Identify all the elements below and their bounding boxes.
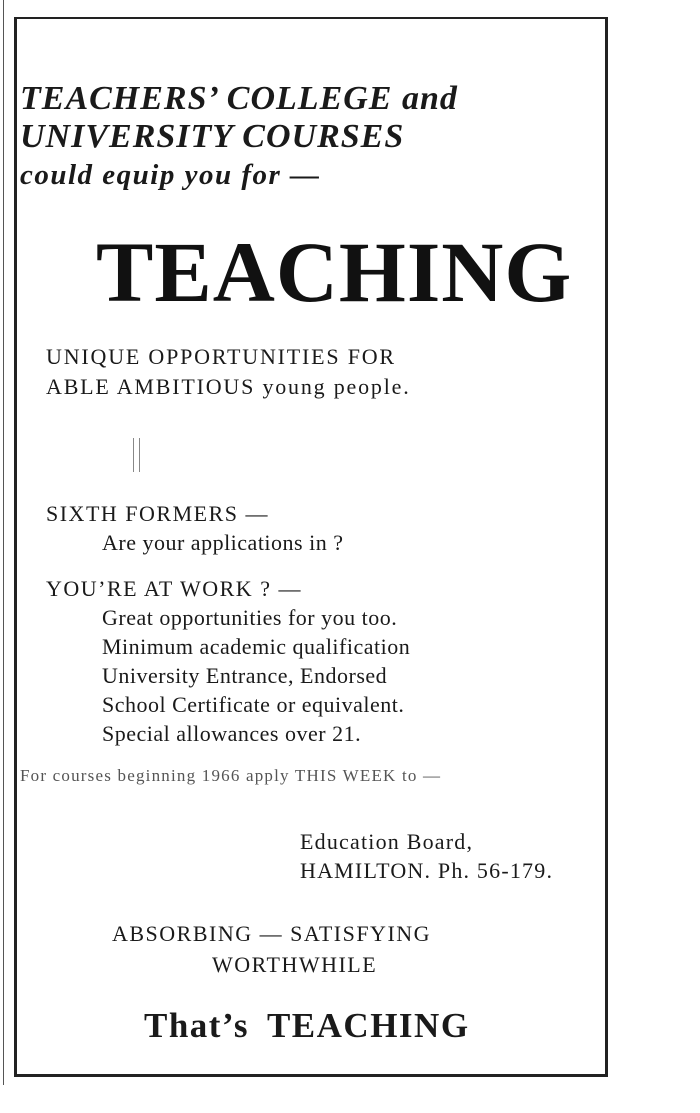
heading-line-1: TEACHERS’ COLLEGE and <box>20 80 458 117</box>
at-work-section <box>46 574 410 748</box>
sixth-formers-section <box>46 499 344 557</box>
slogan-line-2: WORTHWHILE <box>212 952 378 977</box>
at-work-line: Great opportunities for you too. <box>102 605 398 630</box>
address-line-2: HAMILTON. Ph. 56-179. <box>300 858 554 883</box>
at-work-line: Special allowances over 21. <box>102 721 362 746</box>
at-work-line: School Certificate or equivalent. <box>102 692 405 717</box>
at-work-line: Minimum academic qualification <box>102 634 411 659</box>
slogan-line-1: ABSORBING — SATISFYING <box>112 921 432 946</box>
apply-instruction: For courses beginning 1966 apply THIS WEEK to — <box>20 766 442 785</box>
advertisement-heading <box>20 80 458 194</box>
heading-line-3: could equip you for — <box>20 159 321 191</box>
at-work-title: YOU’RE AT WORK ? — <box>46 576 302 601</box>
heading-line-2: UNIVERSITY COURSES <box>20 118 405 155</box>
at-work-line: University Entrance, Endorsed <box>102 663 388 688</box>
opportunities-line-1: UNIQUE OPPORTUNITIES FOR <box>46 344 396 369</box>
contact-address <box>300 827 553 885</box>
closing-line <box>144 1006 470 1046</box>
closing-part-1: That’s <box>144 1006 249 1045</box>
sixth-formers-line: Are your applications in ? <box>102 530 344 555</box>
teaching-headline: TEACHING <box>96 224 573 320</box>
opportunities-text <box>46 342 411 402</box>
print-marks <box>130 438 146 472</box>
address-line-1: Education Board, <box>300 829 474 854</box>
opportunities-line-2: ABLE AMBITIOUS young people. <box>46 374 411 399</box>
slogan <box>112 918 512 980</box>
closing-part-2: TEACHING <box>266 1006 470 1045</box>
page-edge-line <box>3 0 4 1085</box>
sixth-formers-title: SIXTH FORMERS — <box>46 501 269 526</box>
